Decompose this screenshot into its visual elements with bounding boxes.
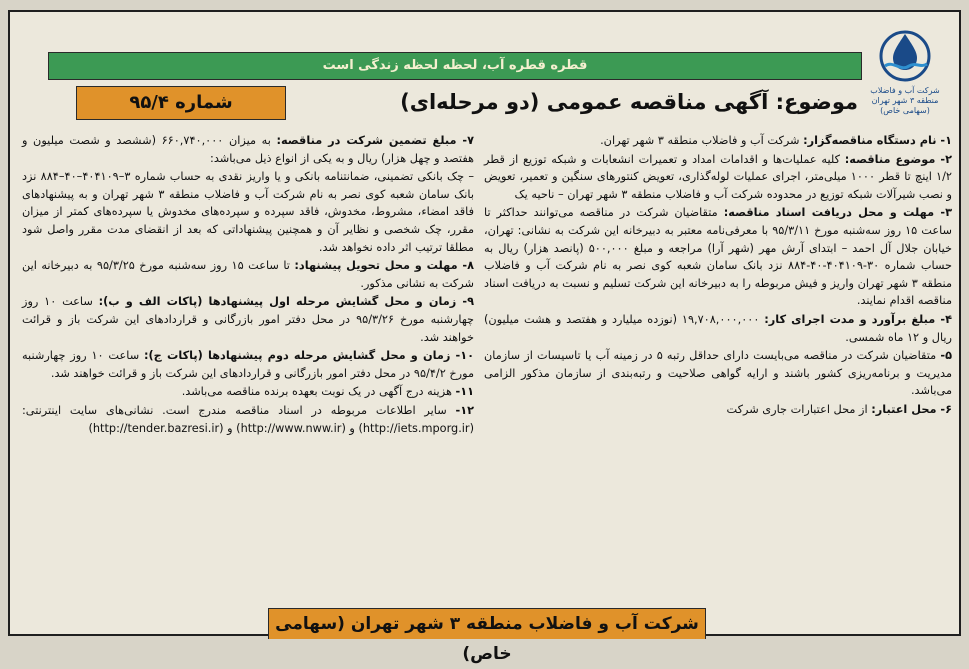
clause: ۵- متقاضیان شرکت در مناقصه می‌بایست دارای حداقل رتبه ۵ در زمینه آب یا تاسیسات از سازمان مدیریت و برنامه‌ریزی کشور باشند و ارایه گواهی صلاحیت و رتبه‌بندی از سازمان مذکور الزامی می‌باشد. — [484, 349, 952, 398]
clause: ۱۱- هزینه درج آگهی در یک نوبت بعهده برنده مناقصه می‌باشد. — [181, 385, 474, 399]
notice-subject: موضوع: آگهی مناقصه عمومی (دو مرحله‌ای) — [400, 90, 858, 114]
logo-line-3: (سهامی خاص) — [880, 106, 930, 115]
clause: ۸- مهلت و محل تحویل پیشنهاد: تا ساعت ۱۵ روز سه‌شنبه مورخ ۹۵/۳/۲۵ به دبیرخانه این شرکت به نشانی مذکور. — [22, 259, 474, 290]
logo-line-2: منطقه ۳ شهر تهران — [871, 96, 939, 105]
clause: ۳- مهلت و محل دریافت اسناد مناقصه: متقاضیان شرکت در مناقصه می‌توانند حداکثر تا ساعت ۱۵ روز سه‌شنبه مورخ ۹۵/۳/۱۱ با معرفی‌نامه معتبر به دبیرخانه این شرکت به نشانی: تهران، خیابان جلال آل احمد – ابتدای آرش مهر (شهر آرا) مراجعه و مبلغ ۵۰۰,۰۰۰ (پانصد هزار) ریال به حساب شماره ۳۰-۴۰۴۱۰۹-۴۰-۸۸۴ نزد بانک سامان شعبه کوی نصر به نام شرکت آب و فاضلاب منطقه ۳ شهر تهران واریز و فیش مربوطه را به دبیرخانه این شرکت تسلیم و نسبت به دریافت اسناد مناقصه اقدام نمایند. — [484, 206, 953, 308]
clause: ۱- نام دستگاه مناقصه‌گزار: شرکت آب و فاضلاب منطقه ۳ شهر تهران. — [600, 134, 952, 147]
clause: ۴- مبلغ برآورد و مدت اجرای کار: ۱۹,۷۰۸,۰۰۰,۰۰۰ (نوزده میلیارد و هفتصد و هشت میلیون) ریال و ۱۲ ماه شمسی. — [484, 312, 952, 344]
slogan-banner: قطره قطره آب، لحظه لحظه زندگی است — [48, 52, 862, 80]
clause: ۱۰- زمان و محل گشایش مرحله دوم پیشنهادها (پاکات ج): ساعت ۱۰ روز چهارشنبه مورخ ۹۵/۴/۲ در محل دفتر امور بازرگانی و قراردادهای این شرکت باز و قرائت خواهند شد. — [22, 349, 474, 380]
tender-notice — [8, 10, 961, 664]
clause: – چک بانکی تضمینی، ضمانتنامه بانکی و یا واریز نقدی به حساب شماره ۳–۴۰۴۱۰۹–۴۰–۸۸۴ نزد بانک سامان شعبه کوی نصر به نام شرکت آب و فاضلاب منطقه ۳ شهر تهران و به پیشنهادهای فاقد امضاء، مشروط، مخدوش، فاقد سپرده و سپرده‌های مخدوش یا سپرده‌های کمتر از میزان مقرر، چک شخصی و نظایر آن و همچنین پیشنهاداتی که بعد از انقضای مدت مقرر واصل شود مطلقا ترتیب اثر داده نخواهد شد. — [22, 170, 475, 254]
clause: ۶- محل اعتبار: از محل اعتبارات جاری شرکت — [726, 402, 952, 416]
footer-company-name: شرکت آب و فاضلاب منطقه ۳ شهر تهران (سهامی خاص) — [268, 608, 706, 639]
clause: ۷- مبلغ تضمین شرکت در مناقصه: به میزان ۶۶۰,۷۴۰,۰۰۰ (ششصد و شصت میلیون و هفتصد و چهل هزار) ریال و به یکی از انواع ذیل می‌باشد: — [22, 134, 474, 165]
left-column — [22, 132, 474, 438]
clause: ۹- زمان و محل گشایش مرحله اول پیشنهادها (پاکات الف و ب): ساعت ۱۰ روز چهارشنبه مورخ ۹۵/۳/۲۶ در محل دفتر امور بازرگانی و قراردادهای این شرکت باز و قرائت خواهند شد. — [22, 295, 475, 344]
notice-number-badge: شماره ۹۵/۴ — [76, 86, 286, 120]
right-column — [484, 132, 952, 420]
logo-line-1: شرکت آب و فاضلاب — [870, 86, 940, 95]
clause: ۲- موضوع مناقصه: کلیه عملیات‌ها و اقدامات امداد و تعمیرات انشعابات و شبکه توزیع از قطر ۱/۲ اینچ تا قطر ۱۰۰۰ میلی‌متر، اجرای عملیات لوله‌گذاری، تعویض کنتورهای سنگین و تعمیر، تعویض و نصب شیرآلات شبکه توزیع در محدوده شرکت آب و فاضلاب منطقه ۳ شهر تهران – ناحیه یک — [484, 152, 953, 201]
clause: ۱۲- سایر اطلاعات مربوطه در اسناد مناقصه مندرج است. نشانی‌های سایت اینترنتی: (http://iets.mporg.ir) و (http://www.nww.ir) و (http://tender.bazresi.ir) — [22, 403, 475, 435]
water-drop-wave-icon — [873, 26, 937, 82]
company-logo — [861, 26, 949, 122]
